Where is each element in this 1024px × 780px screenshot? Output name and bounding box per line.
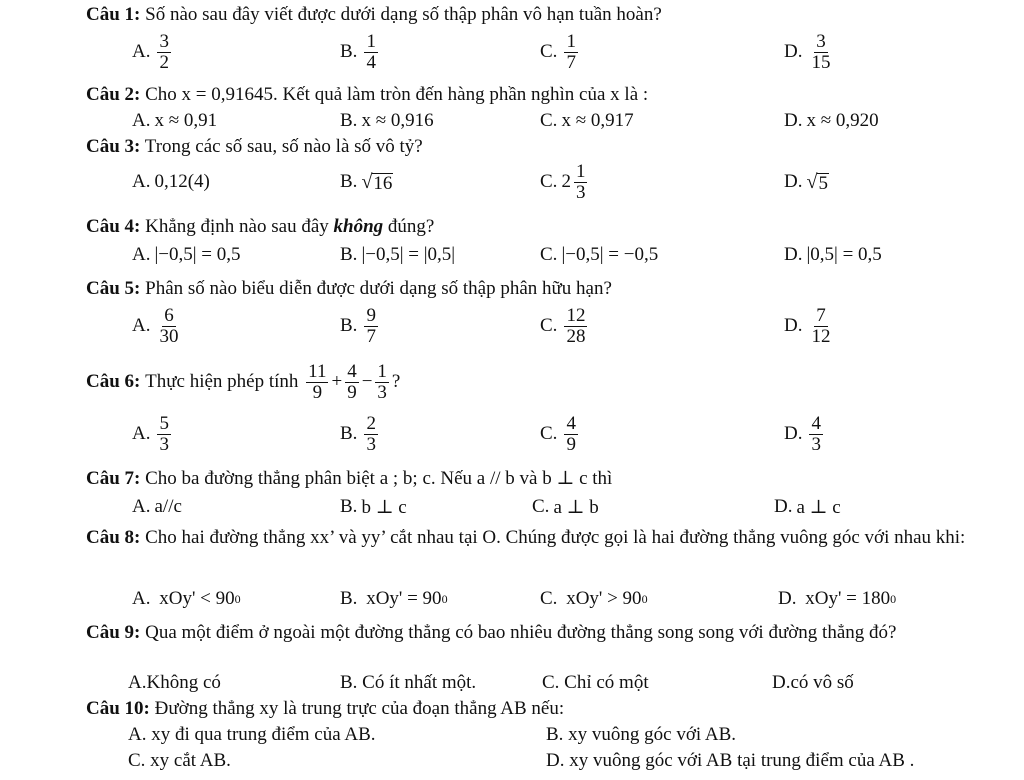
option-b[interactable] <box>340 304 381 348</box>
option-text: B. Có ít nhất một. <box>340 672 477 693</box>
option-letter: A. <box>132 496 151 517</box>
numerator: 1 <box>366 30 376 52</box>
option-b[interactable] <box>340 588 448 610</box>
fraction <box>564 32 578 73</box>
option-b[interactable] <box>340 30 381 74</box>
option-c[interactable] <box>532 496 599 518</box>
option-c[interactable] <box>540 110 634 132</box>
option-text: xOy' = 90 <box>366 588 442 609</box>
fraction <box>564 306 587 347</box>
degree-superscript: 0 <box>890 591 897 606</box>
denominator: 3 <box>366 433 376 455</box>
option-letter: A. <box>132 41 151 62</box>
option-a[interactable] <box>128 672 221 694</box>
denominator: 9 <box>312 381 323 403</box>
option-letter: A. <box>132 171 151 192</box>
option-letter: A. <box>132 423 151 444</box>
radicand: 5 <box>818 172 828 194</box>
numerator: 3 <box>159 30 169 52</box>
option-c[interactable] <box>540 412 581 456</box>
fraction <box>157 414 171 455</box>
option-text: |−0,5| = −0,5 <box>561 244 659 265</box>
square-root <box>806 171 828 194</box>
option-d[interactable] <box>784 244 882 266</box>
fraction <box>809 414 823 455</box>
option-text: D. xy vuông góc với AB tại trung điểm của AB . <box>546 750 915 771</box>
question-1 <box>86 4 662 26</box>
option-d[interactable] <box>772 672 854 694</box>
fraction <box>157 306 180 347</box>
question-text: Cho x = 0,91645. Kết quả làm tròn đến hàng phần nghìn của x là : <box>145 84 649 105</box>
option-letter: C. <box>540 588 558 609</box>
option-letter: D. <box>784 423 803 444</box>
numerator: 1 <box>575 160 586 182</box>
option-text: xOy' < 90 <box>159 588 235 609</box>
option-a[interactable] <box>132 588 241 610</box>
operator-plus: + <box>331 371 343 392</box>
question-text: Trong các số sau, số nào là số vô tỷ? <box>144 136 423 157</box>
option-a[interactable] <box>132 110 217 132</box>
option-text: D.có vô số <box>772 672 854 693</box>
option-c[interactable] <box>540 30 581 74</box>
numerator: 4 <box>566 412 576 434</box>
question-label: Câu 1: <box>86 4 141 25</box>
denominator: 7 <box>566 51 576 73</box>
question-label: Câu 4: <box>86 216 141 237</box>
denominator: 28 <box>566 325 586 347</box>
option-text: A.Không có <box>128 672 221 693</box>
option-letter: B. <box>340 423 358 444</box>
question-2 <box>86 84 648 106</box>
fraction <box>364 306 378 347</box>
option-letter: C. <box>540 423 558 444</box>
fraction <box>364 32 378 73</box>
question-label: Câu 7: <box>86 468 141 489</box>
option-a[interactable] <box>132 244 241 266</box>
option-letter: C. <box>540 110 558 131</box>
option-letter: C. <box>540 244 558 265</box>
option-text: x ≈ 0,91 <box>154 110 218 131</box>
option-text: B. xy vuông góc với AB. <box>546 724 737 745</box>
numerator: 12 <box>566 304 586 326</box>
option-letter: D. <box>778 588 797 609</box>
numerator: 2 <box>366 412 376 434</box>
option-letter: B. <box>340 315 358 336</box>
question-label: Câu 9: <box>86 622 141 643</box>
option-letter: D. <box>784 315 803 336</box>
fraction <box>157 32 171 73</box>
option-a[interactable] <box>128 724 376 746</box>
numerator: 11 <box>308 360 327 382</box>
option-text: x ≈ 0,920 <box>806 110 879 131</box>
option-text: C. xy cắt AB. <box>128 750 231 771</box>
option-letter: A. <box>132 110 151 131</box>
question-label: Câu 6: <box>86 371 141 392</box>
denominator: 4 <box>366 51 376 73</box>
question-label: Câu 8: <box>86 527 141 548</box>
option-c[interactable] <box>540 588 648 610</box>
numerator: 9 <box>366 304 376 326</box>
degree-superscript: 0 <box>234 591 241 606</box>
question-text: Khẳng định nào sau đây <box>145 216 329 237</box>
option-b[interactable] <box>546 724 736 746</box>
question-label: Câu 10: <box>86 698 150 719</box>
question-text: Cho ba đường thẳng phân biệt a ; b; c. Nếu a // b và b ⊥ c thì <box>145 468 613 489</box>
mixed-number <box>561 162 590 203</box>
option-letter: B. <box>340 110 358 131</box>
fraction <box>809 306 832 347</box>
option-letter: D. <box>774 496 793 517</box>
question-text: Qua một điểm ở ngoài một đường thẳng có bao nhiêu đường thẳng song song với đường thẳng đó? <box>145 622 897 643</box>
option-c[interactable] <box>540 244 658 266</box>
denominator: 9 <box>566 433 576 455</box>
option-d[interactable] <box>784 160 829 204</box>
option-d[interactable] <box>546 750 914 772</box>
fraction <box>364 414 378 455</box>
degree-superscript: 0 <box>441 591 448 606</box>
option-a[interactable] <box>132 30 174 74</box>
numerator: 3 <box>816 30 826 52</box>
option-b[interactable] <box>340 672 476 694</box>
denominator: 3 <box>811 433 821 455</box>
question-label: Câu 5: <box>86 278 141 299</box>
question-text: Cho hai đường thẳng xx’ và yy’ cắt nhau tại O. Chúng được gọi là hai đường thẳng vuông góc với nhau khi: <box>145 527 966 548</box>
question-text: Phân số nào biểu diễn được dưới dạng số thập phân hữu hạn? <box>145 278 612 299</box>
question-7 <box>86 468 612 490</box>
question-text: Thực hiện phép tính <box>145 371 299 392</box>
option-d[interactable] <box>784 110 879 132</box>
option-c[interactable] <box>542 672 649 694</box>
degree-superscript: 0 <box>641 591 648 606</box>
operator-minus: − <box>361 371 373 392</box>
option-text: |−0,5| = |0,5| <box>361 244 456 265</box>
option-c[interactable] <box>540 160 590 204</box>
option-letter: A. <box>132 244 151 265</box>
fraction <box>574 162 588 203</box>
fraction <box>375 362 389 403</box>
denominator: 9 <box>347 381 357 403</box>
option-letter: B. <box>340 41 358 62</box>
denominator: 7 <box>366 325 376 347</box>
option-letter: C. <box>540 171 558 192</box>
option-letter: B. <box>340 496 358 517</box>
numerator: 7 <box>816 304 826 326</box>
denominator: 3 <box>159 433 169 455</box>
question-6 <box>86 360 400 404</box>
denominator: 3 <box>377 381 387 403</box>
option-b[interactable] <box>340 412 381 456</box>
fraction <box>306 362 328 403</box>
fraction <box>345 362 359 403</box>
fraction <box>809 32 832 73</box>
option-letter: B. <box>340 588 358 609</box>
option-letter: D. <box>784 171 803 192</box>
question-text: Số nào sau đây viết được dưới dạng số thập phân vô hạn tuần hoàn? <box>145 4 662 25</box>
option-text: a//c <box>154 496 182 517</box>
denominator: 12 <box>811 325 831 347</box>
option-text: xOy' = 180 <box>805 588 891 609</box>
option-letter: C. <box>532 496 550 517</box>
question-text: Đường thẳng xy là trung trực của đoạn thẳng AB nếu: <box>154 698 565 719</box>
numerator: 1 <box>566 30 576 52</box>
radical-sign: √ <box>806 170 818 193</box>
option-text: xOy' > 90 <box>566 588 642 609</box>
option-text: b ⊥ c <box>361 496 407 518</box>
option-text: A. xy đi qua trung điểm của AB. <box>128 724 376 745</box>
option-letter: D. <box>784 110 803 131</box>
denominator: 15 <box>811 51 831 73</box>
fraction <box>564 414 578 455</box>
option-letter: B. <box>340 171 358 192</box>
numerator: 4 <box>811 412 821 434</box>
option-text: a ⊥ c <box>796 496 841 518</box>
option-c[interactable] <box>128 750 231 772</box>
numerator: 5 <box>159 412 169 434</box>
denominator: 30 <box>159 325 179 347</box>
denominator: 3 <box>575 181 586 203</box>
option-b[interactable] <box>340 244 455 266</box>
option-d[interactable] <box>774 496 841 518</box>
option-letter: C. <box>540 41 558 62</box>
question-mark: ? <box>391 371 401 392</box>
option-text: x ≈ 0,916 <box>361 110 434 131</box>
question-emphasis: không <box>333 216 384 237</box>
option-letter: B. <box>340 244 358 265</box>
question-8 <box>86 524 998 552</box>
option-d[interactable] <box>778 588 896 610</box>
option-text: x ≈ 0,917 <box>561 110 634 131</box>
option-d[interactable] <box>784 304 835 348</box>
option-a[interactable] <box>132 412 174 456</box>
option-b[interactable] <box>340 110 434 132</box>
option-letter: D. <box>784 41 803 62</box>
question-text-end: đúng? <box>387 216 435 237</box>
option-d[interactable] <box>784 30 835 74</box>
denominator: 2 <box>159 51 169 73</box>
option-letter: A. <box>132 588 151 609</box>
numerator: 4 <box>347 360 357 382</box>
option-letter: C. <box>540 315 558 336</box>
whole-part: 2 <box>561 171 571 192</box>
question-4 <box>86 216 434 238</box>
question-label: Câu 3: <box>86 136 141 157</box>
option-a[interactable] <box>132 304 183 348</box>
question-3 <box>86 136 423 158</box>
option-text: a ⊥ b <box>553 496 599 518</box>
option-b[interactable] <box>340 160 393 204</box>
numerator: 1 <box>377 360 387 382</box>
radicand: 16 <box>373 172 393 194</box>
question-9 <box>86 620 998 645</box>
option-b[interactable] <box>340 496 407 518</box>
radical-sign: √ <box>361 170 373 193</box>
option-letter: D. <box>784 244 803 265</box>
option-text: |−0,5| = 0,5 <box>154 244 241 265</box>
question-label: Câu 2: <box>86 84 141 105</box>
option-a[interactable] <box>132 496 182 518</box>
question-10 <box>86 698 564 720</box>
option-text: C. Chỉ có một <box>542 672 649 693</box>
numerator: 6 <box>164 304 174 326</box>
option-d[interactable] <box>784 412 826 456</box>
option-c[interactable] <box>540 304 590 348</box>
option-a[interactable] <box>132 160 210 204</box>
option-text: |0,5| = 0,5 <box>806 244 882 265</box>
square-root <box>361 171 393 194</box>
option-letter: A. <box>132 315 151 336</box>
question-5 <box>86 278 612 300</box>
option-text: 0,12(4) <box>154 171 210 192</box>
